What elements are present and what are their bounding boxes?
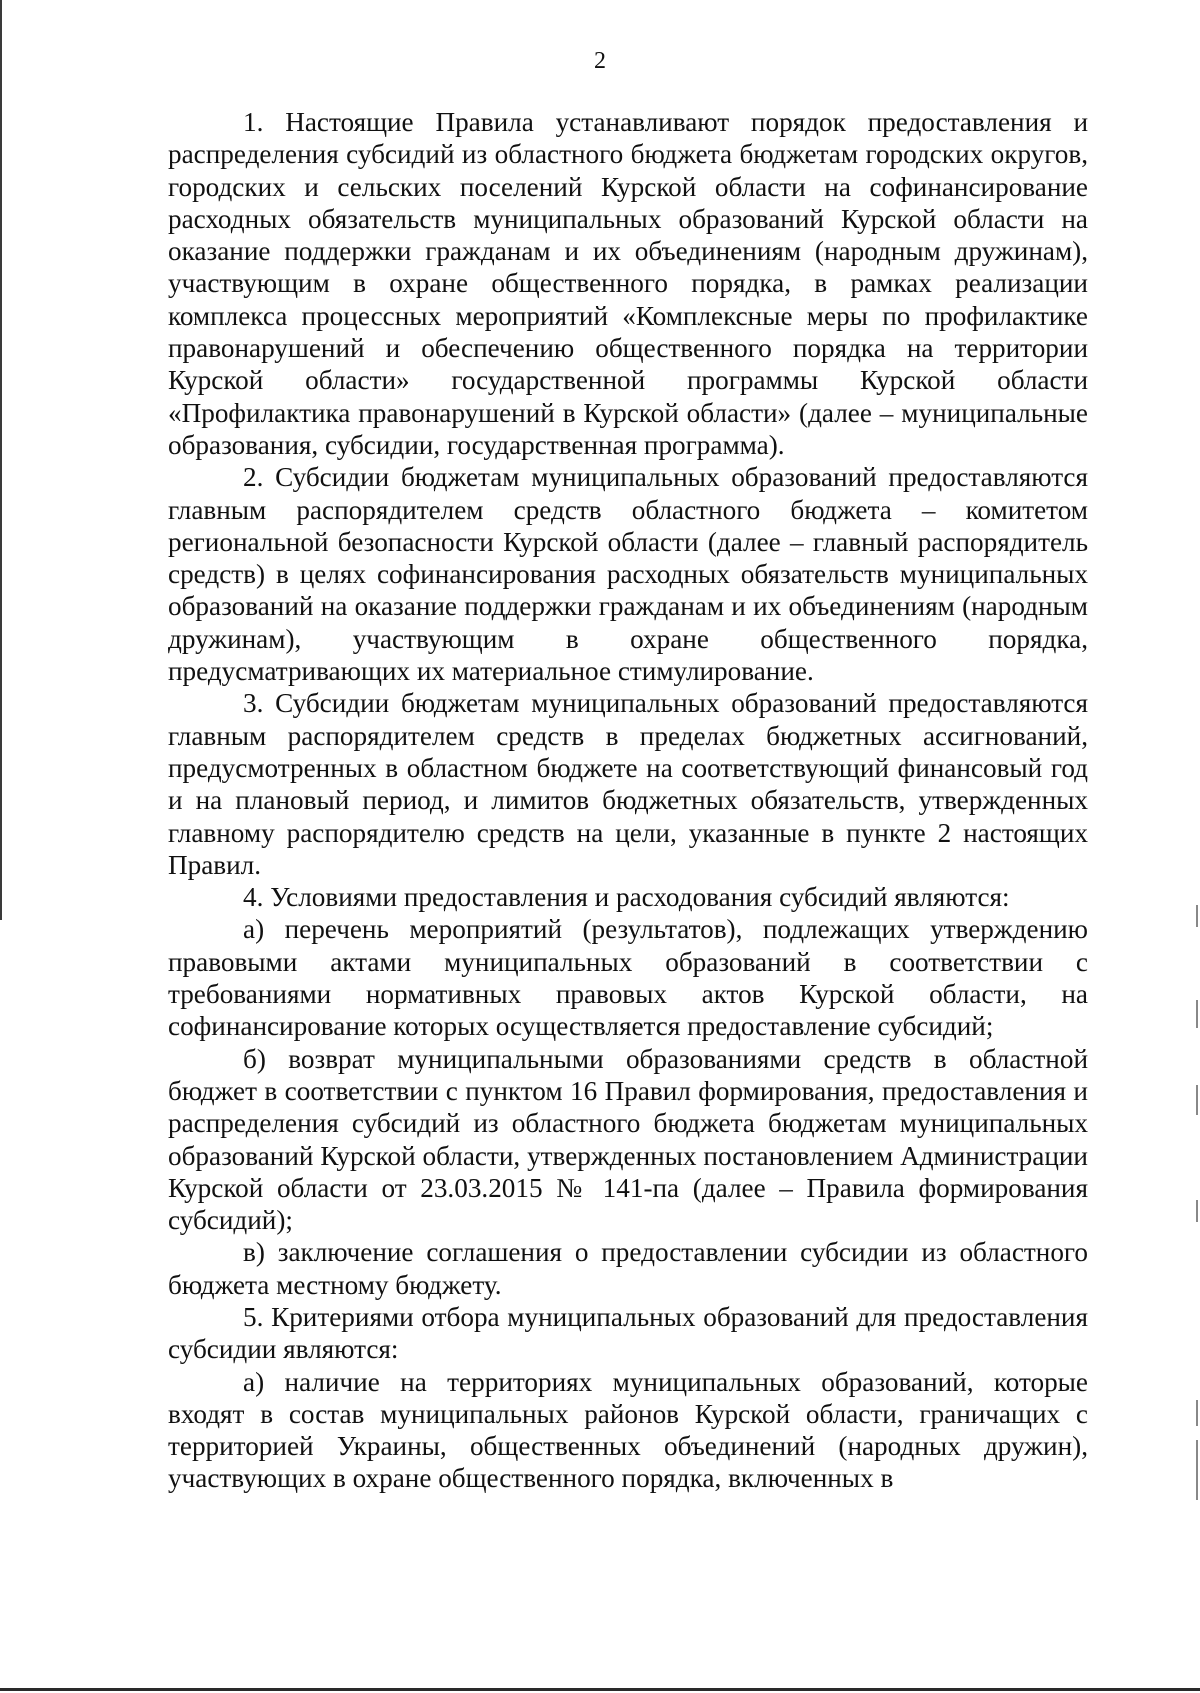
paragraph-4: 4. Условиями предоставления и расходования субсидий являются:: [243, 882, 1010, 913]
paragraph-2: 2. Субсидии бюджетам муниципальных образований предоставляются главным распорядителем средств областного бюджета – комитетом региональной безопасности Курской области (далее – главный распорядитель средств) в целях софинансирования расходных обязательств муниципальных образований на оказание поддержки гражданам и их объединениям (народным дружинам), участвующим в охране общественного порядка, предусматривающих их материальное стимулирование.: [168, 462, 1088, 687]
scan-edge-mark: [1196, 1000, 1198, 1028]
paragraph-5a: а) наличие на территориях муниципальных образований, которые входят в состав муниципальных районов Курской области, граничащих с территорией Украины, общественных объединений (народных дружин), участвующих в охране общественного порядка, включенных в: [168, 1366, 1088, 1494]
page-number: 2: [594, 48, 606, 74]
scan-edge-left: [0, 0, 2, 920]
scan-edge-mark: [1196, 1400, 1198, 1426]
scan-edge-mark: [1196, 1200, 1198, 1222]
paragraph-4a: а) перечень мероприятий (результатов), подлежащих утверждению правовыми актами муниципальных образований в соответствии с требованиями нормативных правовых актов Курской области, на софинансирование которых осуществляется предоставление субсидий;: [168, 914, 1088, 1042]
scan-edge-mark: [1196, 1440, 1198, 1500]
scan-edge-bottom: [0, 1688, 1200, 1691]
paragraph-4b: б) возврат муниципальными образованиями средств в областной бюджет в соответствии с пунктом 16 Правил формирования, предоставления и распределения субсидий из областного бюджета бюджетам муниципальных образований Курской области, утвержденных постановлением Администрации Курской области от 23.03.2015 № 141-па (далее – Правила формирования субсидий);: [168, 1043, 1088, 1236]
paragraph-3: 3. Субсидии бюджетам муниципальных образований предоставляются главным распорядителем средств в пределах бюджетных ассигнований, предусмотренных в областном бюджете на соответствующий финансовый год и на плановый период, и лимитов бюджетных обязательств, утвержденных главному распорядителю средств на цели, указанные в пункте 2 настоящих Правил.: [168, 688, 1088, 880]
document-body: [168, 106, 1088, 1495]
paragraph-4v: в) заключение соглашения о предоставлении субсидии из областного бюджета местному бюджету.: [168, 1237, 1088, 1300]
scan-edge-mark: [1196, 1085, 1198, 1115]
paragraph-5: 5. Критериями отбора муниципальных образований для предоставления субсидии являются:: [168, 1301, 1088, 1365]
scan-edge-mark: [1196, 905, 1198, 927]
paragraph-1: 1. Настоящие Правила устанавливают порядок предоставления и распределения субсидий из областного бюджета бюджетам городских округов, городских и сельских поселений Курской области на софинансирование расходных обязательств муниципальных образований Курской области на оказание поддержки гражданам и их объединениям (народным дружинам), участвующим в охране общественного порядка, в рамках реализации комплекса процессных мероприятий «Комплексные меры по профилактике правонарушений и обеспечению общественного порядка на территории Курской области» государственной программы Курской области «Профилактика правонарушений в Курской области» (далее – муниципальные образования, субсидии, государственная программа).: [168, 107, 1088, 460]
